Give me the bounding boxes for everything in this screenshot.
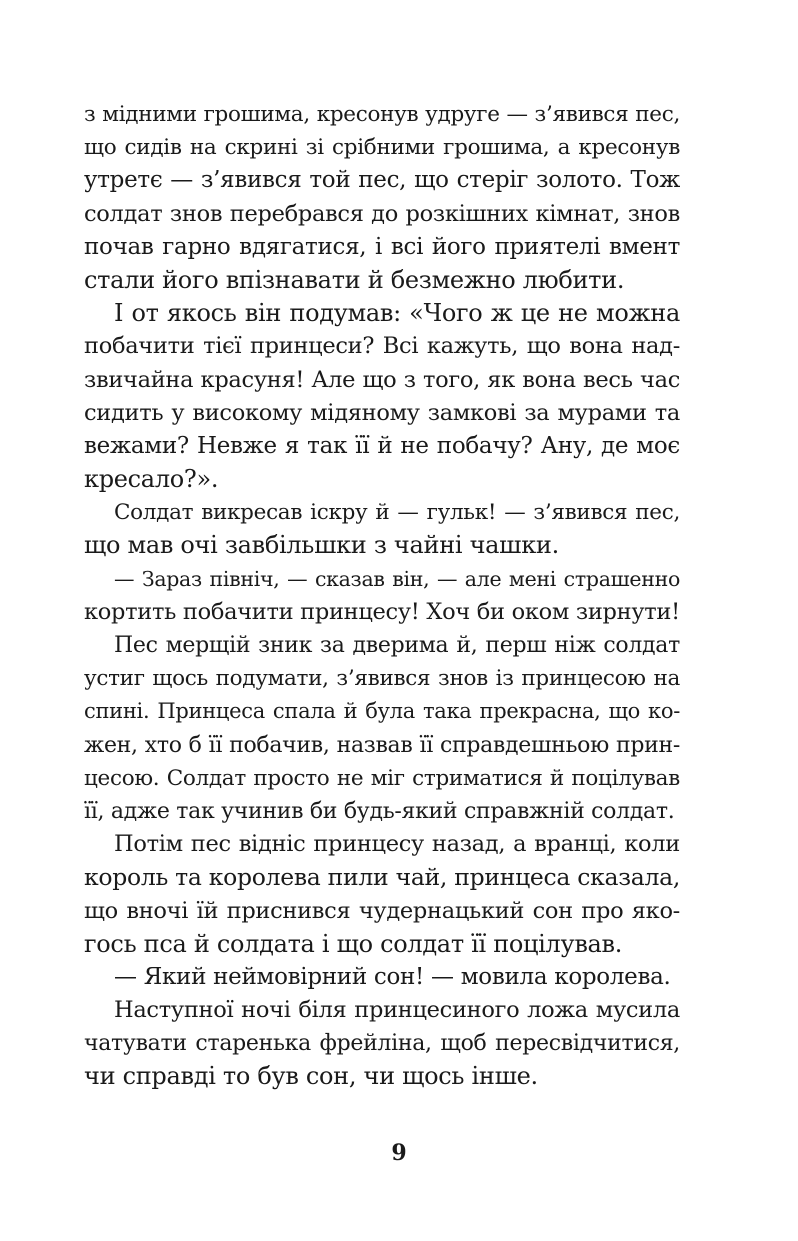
text-line: король та королева пили чай, принцеса сказала, bbox=[84, 863, 680, 892]
text-line: почав гарно вдягатися, і всі його приятелі вмент bbox=[84, 233, 680, 260]
text-line: спині. Принцеса спала й була така прекрасна, що ко- bbox=[84, 699, 680, 724]
text-line: що вночі їй приснився чудернацький сон про яко- bbox=[84, 897, 680, 924]
text-line: побачити тієї принцеси? Всі кажуть, що вона над- bbox=[84, 333, 680, 360]
text-line: кресало?». bbox=[84, 465, 219, 494]
text-line: І от якось він подумав: «Чого ж це не можна bbox=[114, 299, 680, 328]
text-line: чи справді то був сон, чи щось інше. bbox=[84, 1062, 538, 1091]
text-line: що мав очі завбільшки з чайні чашки. bbox=[84, 531, 559, 560]
text-line: солдат знов перебрався до розкішних кімнат, знов bbox=[84, 200, 680, 227]
body-text bbox=[84, 98, 680, 1094]
page-number: 9 bbox=[391, 1140, 407, 1166]
text-line: — Який неймовірний сон! — мовила королева. bbox=[114, 963, 671, 990]
text-line: її, адже так учинив би будь-який справжній солдат. bbox=[84, 798, 675, 824]
text-line: Пес мерщій зник за дверима й, перш ніж солдат bbox=[114, 633, 680, 658]
text-line: — Зараз північ, — сказав він, — але мені страшенно bbox=[114, 566, 680, 591]
text-line: сидить у високому мідяному замкові за мурами та bbox=[84, 399, 680, 426]
text-line: що сидів на скрині зі срібними грошима, а кресонув bbox=[84, 135, 680, 161]
text-line: жен, хто б її побачив, назвав її справдешньою прин- bbox=[84, 732, 680, 758]
text-line: Потім пес відніс принцесу назад, а вранці, коли bbox=[114, 831, 680, 858]
text-line: гось пса й солдата і що солдат її поцілував. bbox=[84, 929, 623, 958]
text-line: Наступної ночі біля принцесиного ложа мусила bbox=[114, 997, 680, 1024]
text-line: з мідними грошима, кресонув удруге — з’явився пес, bbox=[84, 102, 680, 127]
text-line: устиг щось подумати, з’явився знов із принцесою на bbox=[84, 666, 680, 692]
text-line: звичайна красуня! Але що з того, як вона весь час bbox=[84, 366, 680, 393]
text-line: стали його впізнавати й безмежно любити. bbox=[84, 265, 625, 294]
text-line: вежами? Невже я так її й не побачу? Ану, де моє bbox=[84, 432, 680, 459]
text-line: Солдат викресав іскру й — гульк! — з’явився пес, bbox=[114, 500, 680, 526]
text-line: цесою. Солдат просто не міг стриматися й поцілував bbox=[84, 765, 680, 791]
text-line: чатувати старенька фрейліна, щоб пересвідчитися, bbox=[84, 1031, 680, 1057]
text-line: кортить побачити принцесу! Хоч би оком зирнути! bbox=[84, 598, 680, 625]
text-line: утретє — з’явився той пес, що стеріг золото. Тож bbox=[84, 167, 680, 194]
